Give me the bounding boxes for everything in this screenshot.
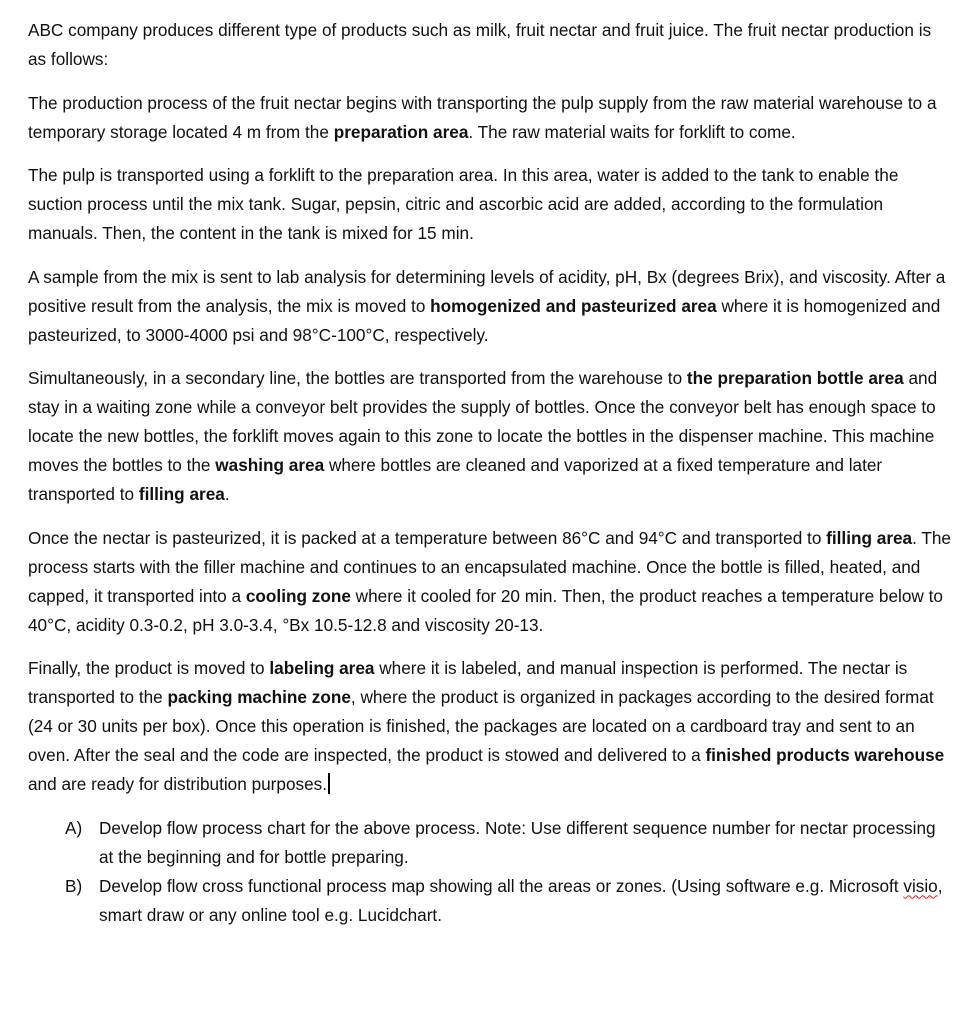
intro-text: ABC company produces different type of products such as milk, fruit nectar and fruit juice. The fruit nectar production is as follows: (28, 20, 932, 69)
text-segment: Once the nectar is pasteurized, it is packed at a temperature between 86°C and 94°C and transported to (28, 527, 827, 548)
paragraph-preparation (28, 161, 953, 248)
spellcheck-flagged-word[interactable]: visio (903, 875, 938, 896)
list-marker: A) (65, 817, 83, 838)
text-segment: A sample from the mix is sent to lab analysis for determining levels of acidity, pH, Bx (degrees Brix), and viscosity. After a positive result from the analysis, the mix is moved to (28, 266, 946, 316)
text-segment: and stay in a waiting zone while a conveyor belt provides the supply of bottles. Once the conveyor belt has enough space to locate the new bottles, the forklift moves again to this zone to locate the bottles in the dispenser machine. This machine moves the bottles to the (28, 368, 938, 475)
bold-packing-machine-zone: packing machine zone (167, 687, 351, 707)
task-item-b (28, 872, 953, 930)
bold-filling-area: filling area (138, 484, 225, 504)
text-segment: Simultaneously, in a secondary line, the bottles are transported from the warehouse to (28, 368, 687, 388)
text-segment: The production process of the fruit nectar begins with transporting the pulp supply from the raw material warehouse to a temporary storage located 4 m from the (28, 92, 937, 142)
paragraph-pulp-supply (28, 89, 953, 147)
paragraph-intro (28, 16, 953, 74)
bold-labeling-area: labeling area (269, 658, 375, 678)
paragraph-bottle-line (28, 364, 953, 509)
task-text: , smart draw or any online tool e.g. Lucidchart. (99, 875, 943, 925)
text-segment: The pulp is transported using a forklift to the preparation area. In this area, water is added to the tank to enable the suction process until the mix tank. Sugar, pepsin, citric and ascorbic acid are added, according to the formulation manuals. Then, the content in the tank is mixed for 15 min. (28, 165, 899, 243)
task-list (28, 814, 953, 930)
bold-washing-area: washing area (215, 455, 325, 475)
paragraph-lab-analysis (28, 263, 953, 350)
text-segment: where it is homogenized and pasteurized, to 3000-4000 psi and 98°C-100°C, respectively. (28, 295, 941, 345)
text-segment: , where the product is organized in packages according to the desired format (24 or 30 units per box). Once this operation is finished, the packages are located on a cardboard tray and sent to an oven. After the seal and the code are inspected, the product is stowed and delivered to a (28, 687, 934, 765)
text-segment: where it cooled for 20 min. Then, the product reaches a temperature below to 40°C, acidity 0.3-0.2, pH 3.0-3.4, °Bx 10.5-12.8 and viscosity 20-13. (28, 585, 943, 635)
task-text: Develop flow process chart for the above process. Note: Use different sequence number for nectar processing at the beginning and for bottle preparing. (99, 817, 936, 867)
text-segment: where bottles are cleaned and vaporized at a fixed temperature and later transported to (28, 455, 883, 504)
bold-preparation-area: preparation area (333, 121, 469, 142)
bold-finished-products-warehouse: finished products warehouse (705, 745, 945, 765)
text-segment: . (224, 484, 230, 504)
bold-cooling-zone: cooling zone (245, 585, 351, 606)
bold-homogenized-pasteurized-area: homogenized and pasteurized area (430, 295, 717, 316)
task-text: Develop flow cross functional process map showing all the areas or zones. (Using software e.g. Microsoft (99, 875, 904, 896)
text-segment: where it is labeled, and manual inspection is performed. The nectar is transported to the (28, 658, 908, 707)
bold-filling-area: filling area (826, 527, 913, 548)
paragraph-filling (28, 524, 953, 640)
document-body (28, 16, 953, 930)
text-segment: Finally, the product is moved to (28, 658, 270, 678)
text-cursor (328, 773, 330, 794)
text-segment: . The raw material waits for forklift to come. (468, 121, 796, 142)
text-segment: . The process starts with the filler machine and continues to an encapsulated machine. Once the bottle is filled, heated, and capped, it transported into a (28, 527, 951, 606)
bold-preparation-bottle-area: the preparation bottle area (686, 368, 904, 388)
list-marker: B) (65, 875, 83, 896)
task-item-a (28, 814, 953, 872)
text-segment: and are ready for distribution purposes. (28, 774, 328, 794)
paragraph-labeling-packing (28, 654, 953, 799)
